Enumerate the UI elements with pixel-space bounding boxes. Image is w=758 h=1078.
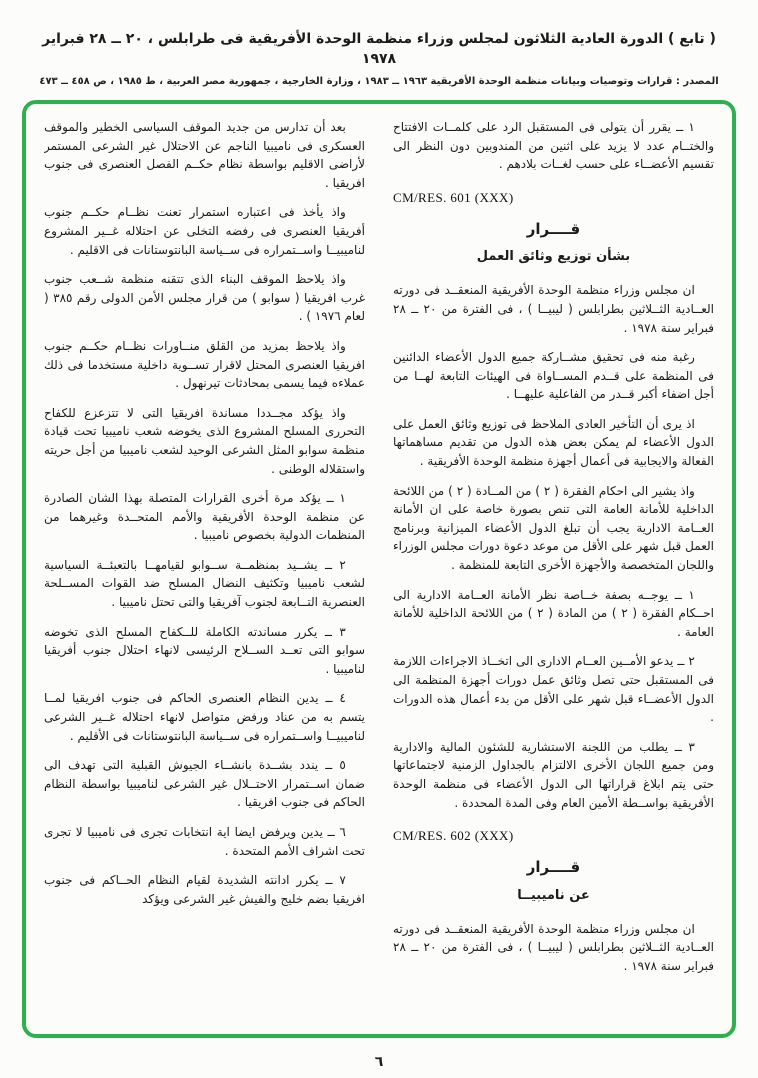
body-paragraph: ٤ ــ يدين النظام العنصرى الحاكم فى جنوب افريقيا لمــا يتسم به من عناد ورفض متواصل لانهاء احتلاله غــير الشرعى لناميبيــا واســتمراره فى ســياسة البانتوستانات فى الأقليم . <box>44 691 365 743</box>
body-paragraph: ١ ــ يؤكد مرة أخرى القرارات المتصلة بهذا الشان الصادرة عن منظمة الوحدة الأفريقية والأمم المتحــدة وغيرهما من المنظمات الدولية بخصوص ناميبيا . <box>44 491 365 543</box>
body-paragraph: ٥ ــ يندد بشــدة بانشــاء الجيوش القبلية التى تهدف الى ضمان اســتمرار الاحتــلال غير الشرعى لناميبيا بواسطة النظام الحاكم فى جنوب افريقيا . <box>44 758 365 810</box>
body-paragraph: رغبة منه فى تحقيق مشــاركة جميع الدول الأعضاء الدائنين فى المنظمة على قــدم المســاواة فى الهيئات التابعة لهــا من أجل اضفاء أكبر قــدر من الفاعلية عليهــا . <box>393 350 714 402</box>
body-paragraph: واذ يشير الى احكام الفقرة ( ٢ ) من المــادة ( ٢ ) من اللائحة الداخلية للأمانة العامة التى تنص بصورة خاصة على ان الأمانة العــامة الادارية يجب أن تبلغ الدول الأعضاء الميزانية وبرنامج العمل قبل شهر على الأقل من موعد دعوة دورات مجلس الوزراء واللجان المتخصصة والأجهزة الأخرى التابعة للمنظمة . <box>393 483 714 573</box>
body-paragraph: واذ يلاحظ بمزيد من القلق منــاورات نظــام حكــم جنوب افريقيا العنصرى المحتل لاقرار تســوية داخلية مستخدما فى ذلك عملاءه فيما يسمى بمحادثات تيرنهول . <box>44 338 365 391</box>
body-paragraph: واذ يؤكد مجــددا مساندة افريقيا التى لا تتزعزع للكفاح التحررى المسلح المشروع الذى يخوضه شعب ناميبيا تحت قيادة منظمة سوابو المثل الشرعى الوحيد لشعب ناميبيا من أجل حريته واستقلاله الوطنى . <box>44 405 365 476</box>
body-paragraph: ٣ ــ يطلب من اللجنة الاستشارية للشئون المالية والادارية ومن جميع اللجان الأخرى الالتزام بالجداول الزمنية لاجتماعاتها حتى يتم ابلاغ قراراتها الى الدول الأعضاء فى منظمة الوحدة الأفريقية بواســطة الأمين العام وفى المدة المحددة . <box>393 739 714 810</box>
body-paragraph: ١ ــ يوجــه بصفة خــاصة نظر الأمانة العــامة الادارية الى احــكام الفقرة ( ٢ ) من المادة ( ٢ ) من اللائحة الداخلية للأمانة العامة . <box>393 587 714 639</box>
right-column <box>393 118 714 1024</box>
resolution-subtitle: بشأن توزيع وثائق العمل <box>476 249 631 265</box>
session-title: ( تابع ) الدورة العادية الثلاثون لمجلس وزراء منظمة الوحدة الأفريقية فى طرابلس ، ٢٠ ــ ٢٨ فبراير ١٩٧٨ <box>42 31 716 67</box>
content-frame <box>22 100 736 1038</box>
body-paragraph: ٧ ــ يكرر ادانته الشديدة لقيام النظام الحــاكم فى جنوب افريقيا بضم خليج والفيش غير الشرعى ويؤكد <box>44 873 365 906</box>
cmres-line: CM/RES. 601 (XXX) <box>393 189 514 205</box>
resolution-subtitle: عن ناميبيــا <box>517 887 590 903</box>
two-column-layout <box>26 104 732 1034</box>
page-header <box>0 0 758 87</box>
body-paragraph: اذ يرى أن التأخير العادى الملاحظ فى توزيع وثائق العمل على الدول الأعضاء لم يمكن بعض هذه الدول من تقديم مساهماتها الفعالة والايجابية فى أعمال أجهزة منظمة الوحدة الأفريقية . <box>393 416 714 469</box>
resolution-title: قــــرار <box>526 858 581 877</box>
body-paragraph: ان مجلس وزراء منظمة الوحدة الأفريقية المنعقــد فى دورته العــادية الثــلاثين بطرابلس ( ليبيــا ) ، فى الفترة من ٢٠ ــ ٢٨ فبراير سنة ١٩٧٨ . <box>393 921 714 973</box>
body-paragraph: ٣ ــ يكرر مساندته الكاملة للــكفاح المسلح الذى تخوضه سوابو التى تعــد الســلاح الرئيسى لانهاء احتلال جنوب أفريقيا لناميبيا . <box>44 624 365 676</box>
body-paragraph: ١ ــ يقرر أن يتولى فى المستقبل الرد على كلمــات الافتتاح والختــام عدد لا يزيد على اثنين من المندوبين دون النظر الى تقسيم الأعضــاء على حسب لغــات بلادهم . <box>393 120 714 172</box>
source-line: المصدر : قرارات وتوصيات وبيانات منظمة الوحدة الأفريقية ١٩٦٣ ــ ١٩٨٣ ، وزارة الخارجية ، جمهورية مصر العربية ، ط ١٩٨٥ ، ص ٤٥٨ ــ ٤٧٣ <box>39 76 719 88</box>
body-paragraph: بعد أن تدارس من جديد الموقف السياسى الخطير والموقف العسكرى فى ناميبيا الناجم عن الاحتلال غير الشرعى المستمر لأراضى الاقليم بواسطة نظام حكــم الفصل العنصرى فى جنوب افريقيا . <box>44 120 365 190</box>
body-paragraph: ٦ ــ يدين ويرفض ايضا اية انتخابات تجرى فى ناميبيا لا تجرى تحت اشراف الأمم المتحدة . <box>44 825 365 858</box>
body-paragraph: ٢ ــ يدعو الأمــين العــام الادارى الى اتخــاذ الاجراءات اللازمة فى المستقبل حتى تصل وثائق عمل دورات أجهزة المنظمة الى الدول الأعضــاء قبل شهر على الأقل من بدء أعمال هذه الدورات . <box>393 654 714 725</box>
page-number: ٦ <box>374 1054 384 1070</box>
body-paragraph: ٢ ــ يشــيد بمنظمــة ســوابو لقيامهــا بالتعبئــة السياسية لشعب ناميبيا وتكثيف النضال المسلح ضد القوات المســلحة العنصرية التــابعة لجنوب آفريقيا والتى تحتل ناميبيا . <box>44 557 365 610</box>
left-column <box>44 118 365 1024</box>
body-paragraph: واذ يأخذ فى اعتباره استمرار تعنت نظــام حكــم جنوب أفريقيا العنصرى فى رفضه التخلى عن احتلاله غــير المشروع لناميبيــا واســتمراره فى ســياسة البانتوستانات فى الاقليم . <box>44 205 365 257</box>
resolution-title: قــــرار <box>526 219 581 238</box>
cmres-line: CM/RES. 602 (XXX) <box>393 828 514 844</box>
body-paragraph: ان مجلس وزراء منظمة الوحدة الأفريقية المنعقــد فى دورته العــادية الثــلاثين بطرابلس ( ليبيــا ) ، فى الفترة من ٢٠ ــ ٢٨ فبراير سنة ١٩٧٨ . <box>393 283 714 335</box>
body-paragraph: واذ يلاحظ الموقف البناء الذى تتقنه منظمة شــعب جنوب غرب افريقيا ( سوابو ) من قرار مجلس الأمن الدولى رقم ٣٨٥ ( لعام ١٩٧٦ ) . <box>44 272 365 324</box>
